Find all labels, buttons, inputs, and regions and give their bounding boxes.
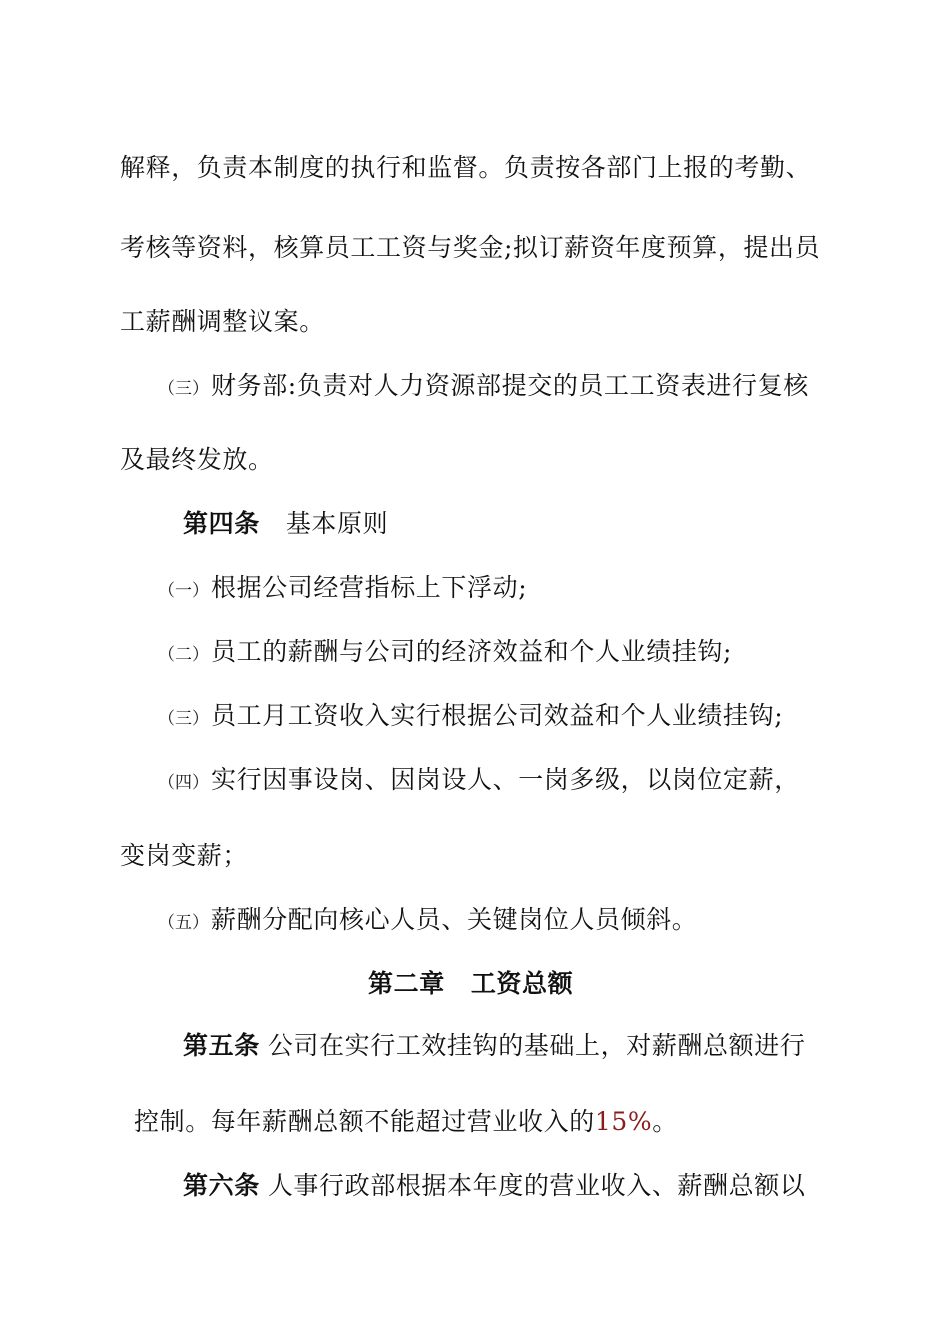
list-text: 实行因事设岗、因岗设人、一岗多级，以岗位定薪，: [211, 765, 800, 794]
article-5-continued: [134, 1106, 678, 1138]
article-label: 第六条: [183, 1171, 260, 1200]
chapter-2-heading: [368, 968, 573, 1000]
paragraph-line-5: 及最终发放。: [120, 445, 274, 474]
list-marker: （五）: [158, 913, 209, 933]
paragraph-line-3: 工薪酬调整议案。: [120, 307, 325, 336]
percentage-value: 15%: [594, 1107, 653, 1136]
list-marker: （三）: [158, 709, 209, 729]
article-6-line: [183, 1170, 805, 1202]
article-4-heading: [183, 508, 388, 540]
article-label: 第四条: [183, 509, 260, 538]
article-text-after: 。: [652, 1107, 678, 1136]
list-text: 根据公司经营指标上下浮动;: [211, 573, 528, 602]
list-marker: （一）: [158, 581, 209, 601]
principle-item-5: [158, 904, 697, 939]
finance-dept-line: [158, 370, 809, 405]
list-marker: （二）: [158, 645, 209, 665]
principle-item-3: [158, 700, 783, 735]
list-text: 财务部:负责对人力资源部提交的员工工资表进行复核: [211, 371, 809, 400]
principle-item-4-continued: 变岗变薪；: [120, 841, 249, 870]
paragraph-line-2: 考核等资料，核算员工工资与奖金;拟订薪资年度预算，提出员: [120, 233, 821, 262]
principle-item-2: [158, 636, 732, 671]
article-text: 公司在实行工效挂钩的基础上，对薪酬总额进行: [267, 1031, 806, 1060]
principle-item-4: [158, 764, 800, 799]
article-title: 基本原则: [285, 509, 389, 538]
chapter-title: 工资总额: [470, 969, 574, 998]
list-text: 员工的薪酬与公司的经济效益和个人业绩挂钩;: [211, 637, 733, 666]
chapter-label: 第二章: [368, 969, 445, 998]
list-text: 薪酬分配向核心人员、关键岗位人员倾斜。: [211, 905, 698, 934]
article-text-before: 控制。每年薪酬总额不能超过营业收入的: [134, 1107, 595, 1136]
list-marker: （四）: [158, 773, 209, 793]
list-marker: （三）: [158, 379, 209, 399]
list-text: 员工月工资收入实行根据公司效益和个人业绩挂钩;: [211, 701, 784, 730]
article-text: 人事行政部根据本年度的营业收入、薪酬总额以: [267, 1171, 806, 1200]
principle-item-1: [158, 572, 527, 607]
paragraph-line-1: 解释，负责本制度的执行和监督。负责按各部门上报的考勤、: [120, 153, 812, 182]
article-5-line: [183, 1030, 805, 1062]
article-label: 第五条: [183, 1031, 260, 1060]
